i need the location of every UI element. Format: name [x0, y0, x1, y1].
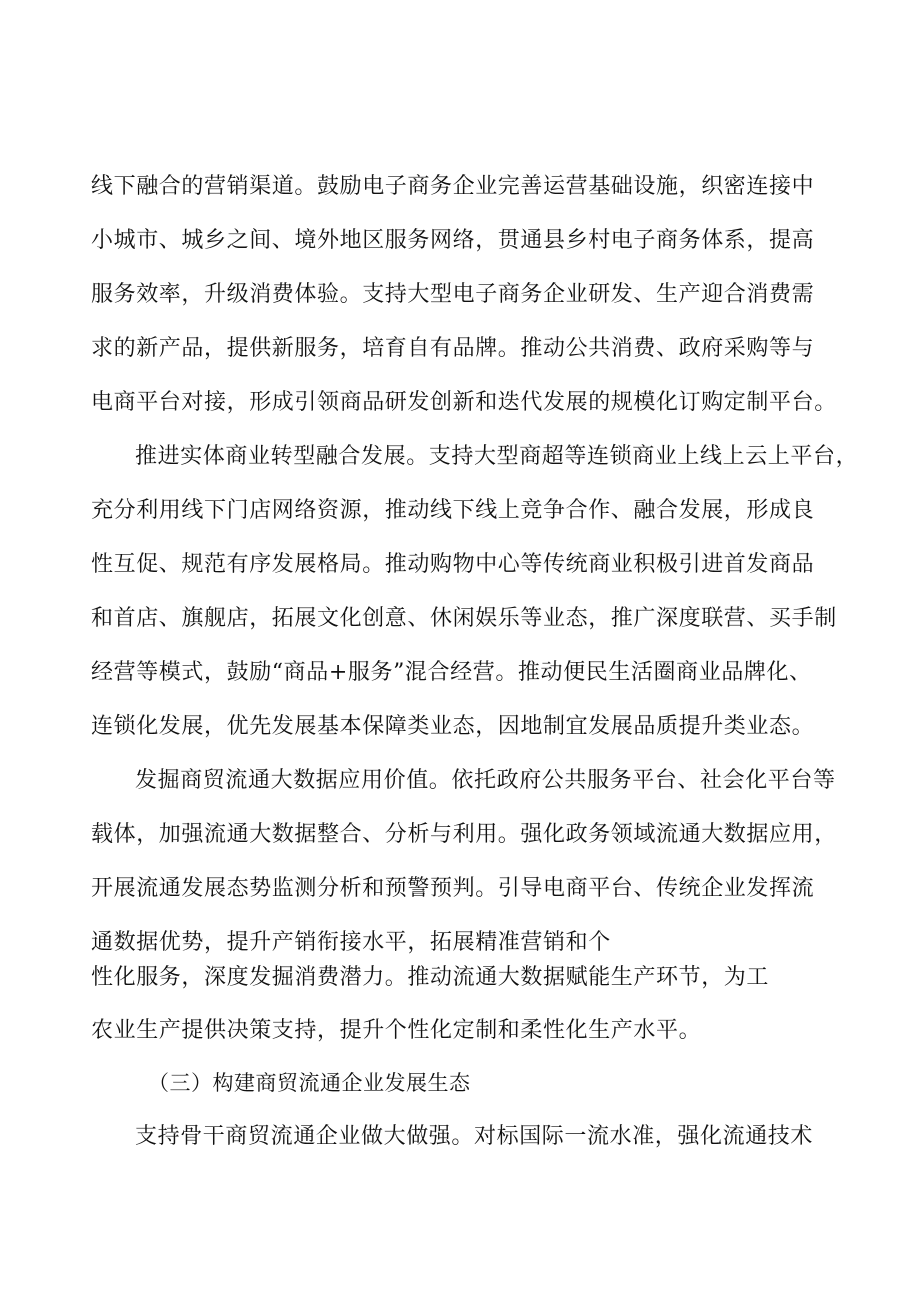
paragraph-3-line-4: 通数据优势，提升产销衔接水平，拓展精准营销和个: [91, 930, 611, 955]
paragraph-3-line-6: 农业生产提供决策支持，提升个性化定制和柔性化生产水平。: [91, 1018, 702, 1043]
paragraph-3-line-5: 性化服务，深度发掘消费潜力。推动流通大数据赋能生产环节，为工: [91, 965, 770, 990]
paragraph-3-line-1: 发掘商贸流通大数据应用价值。依托政府公共服务平台、社会化平台等: [135, 768, 836, 793]
paragraph-3-line-3: 开展流通发展态势监测分析和预警预判。引导电商平台、传统企业发挥流: [91, 876, 815, 901]
paragraph-1-line-5: 电商平台对接，形成引领商品研发创新和迭代发展的规模化订购定制平台。: [91, 390, 837, 415]
paragraph-4-line-1: 支持骨干商贸流通企业做大做强。对标国际一流水准，强化流通技术: [135, 1124, 814, 1149]
paragraph-1-line-3: 服务效率，升级消费体验。支持大型电子商务企业研发、生产迎合消费需: [91, 282, 815, 307]
paragraph-2-line-3: 性互促、规范有序发展格局。推动购物中心等传统商业积极引进首发商品: [91, 552, 815, 577]
paragraph-2-line-5: 经营等模式，鼓励“商品+服务”混合经营。推动便民生活圈商业品牌化、: [91, 660, 812, 685]
paragraph-1-line-2: 小城市、城乡之间、境外地区服务网络，贯通县乡村电子商务体系，提高: [91, 228, 815, 253]
section-heading: （三）构建商贸流通企业发展生态: [148, 1071, 471, 1095]
paragraph-1-line-4: 求的新产品，提供新服务，培育自有品牌。推动公共消费、政府采购等与: [91, 336, 815, 361]
paragraph-1-line-1: 线下融合的营销渠道。鼓励电子商务企业完善运营基础设施，织密连接中: [91, 174, 815, 199]
paragraph-2-line-1: 推进实体商业转型融合发展。支持大型商超等连锁商业上线上云上平台，: [135, 444, 859, 469]
paragraph-2-line-2: 充分利用线下门店网络资源，推动线下线上竞争合作、融合发展，形成良: [91, 498, 815, 523]
paragraph-3-line-2: 载体，加强流通大数据整合、分析与利用。强化政务领域流通大数据应用，: [91, 822, 837, 847]
paragraph-2-line-6: 连锁化发展，优先发展基本保障类业态，因地制宜发展品质提升类业态。: [91, 714, 815, 739]
paragraph-2-line-4: 和首店、旗舰店，拓展文化创意、休闲娱乐等业态，推广深度联营、买手制: [91, 606, 837, 631]
